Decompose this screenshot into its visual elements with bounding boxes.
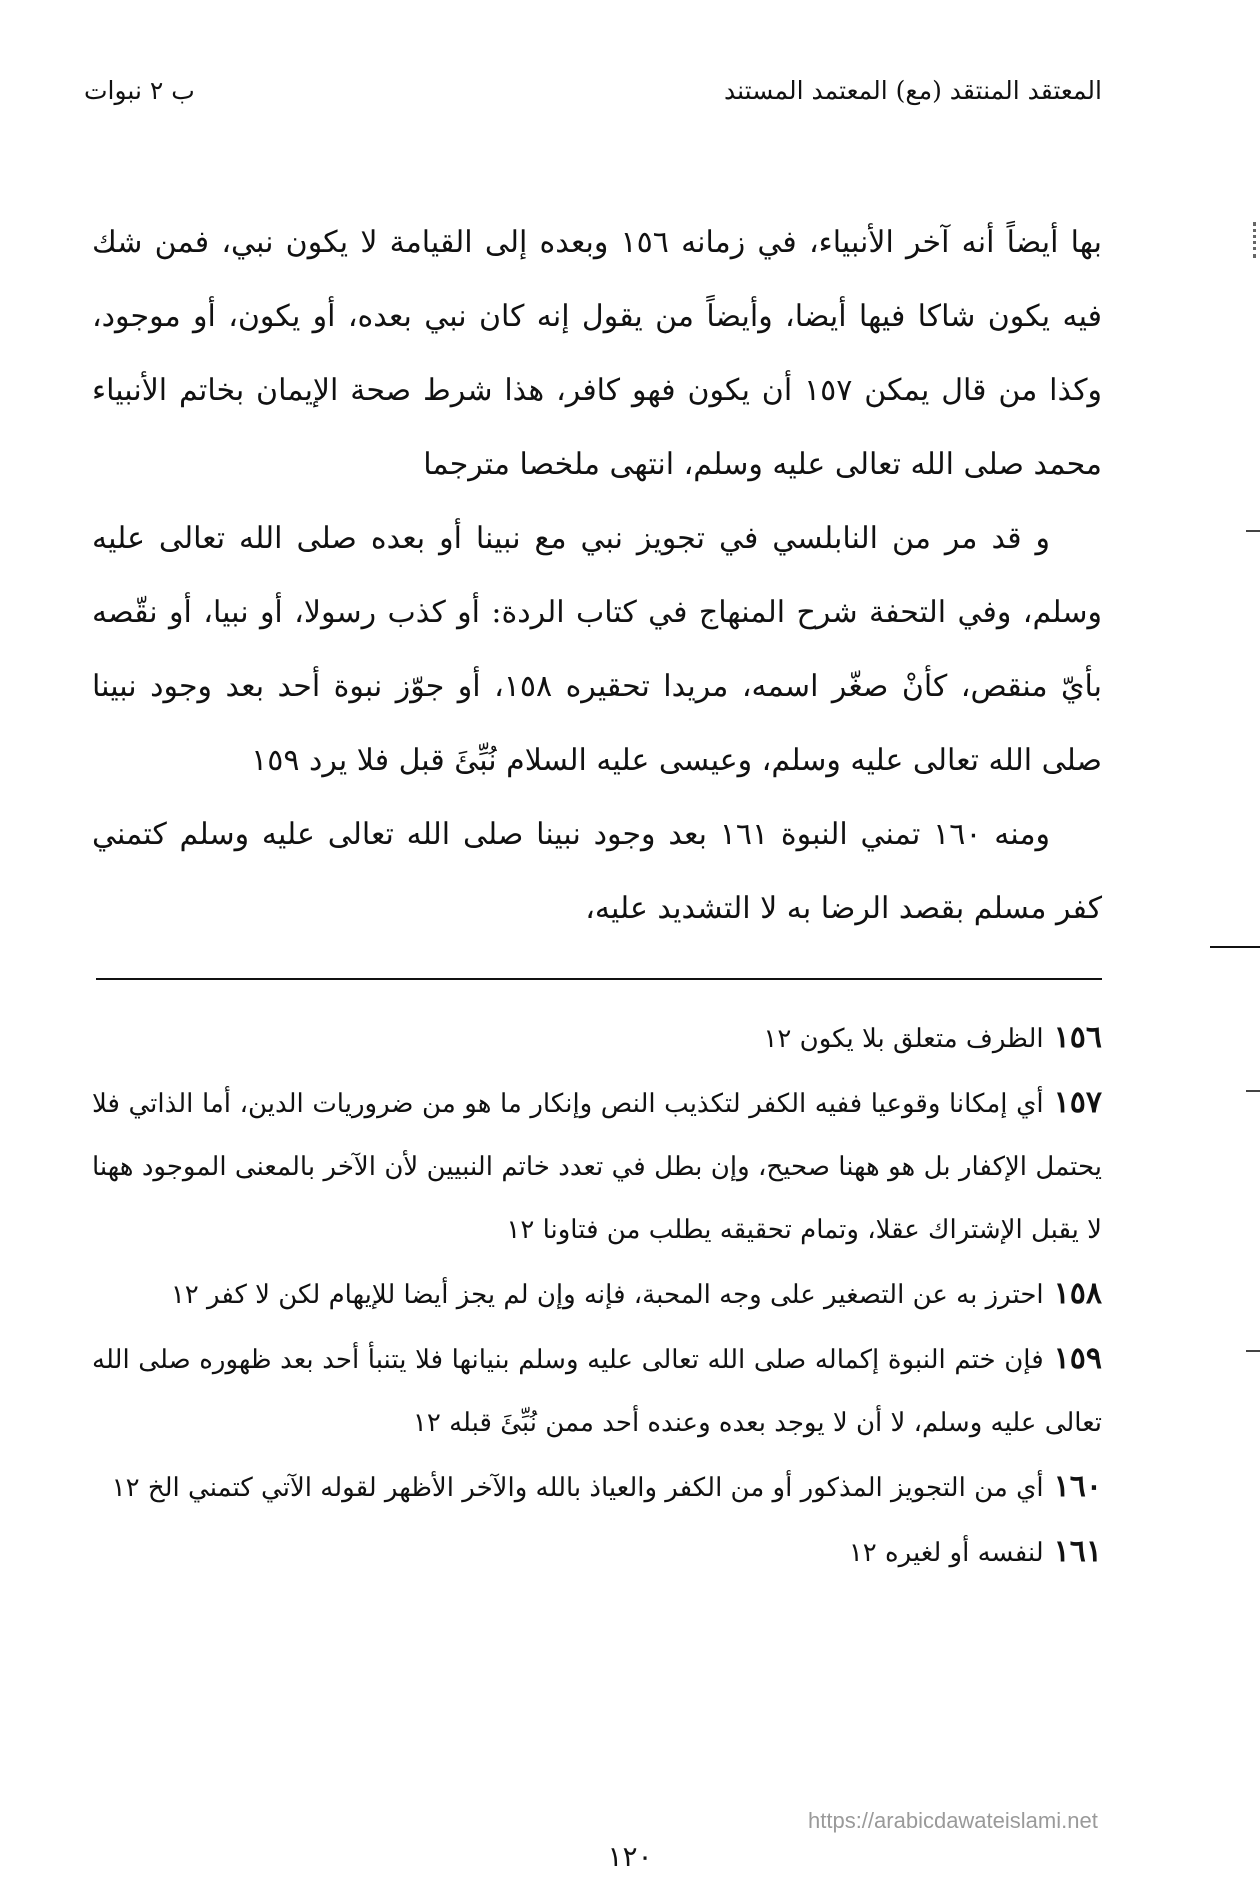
footnote-text: احترز به عن التصغير على وجه المحبة، فإنه وإن لم يجز أيضا للإيهام لكن لا كفر ١٢ [170, 1280, 1044, 1310]
margin-scan-line [1210, 946, 1260, 948]
running-header [84, 76, 1102, 120]
footnote-number: ١٦٠ [1053, 1469, 1102, 1504]
footnote [92, 1455, 1102, 1520]
paragraph: و قد مر من النابلسي في تجويز نبي مع نبينا أو بعده صلى الله تعالى عليه وسلم، وفي التحفة شرح المنهاج في كتاب الردة: أو كذب رسولا، أو نبيا، أو نقّصه بأيّ منقص، كأنْ صغّر اسمه، مريدا تحقيره ١٥٨، أو جوّز نبوة أحد بعد وجود نبينا صلى الله تعالى عليه وسلم، وعيسى عليه السلام نُبِّئَ قبل فلا يرد ١٥٩ [92, 521, 1102, 778]
footnote [92, 1327, 1102, 1455]
footnote-text: فإن ختم النبوة إكماله صلى الله تعالى عليه وسلم بنيانها فلا يتنبأ أحد بعد ظهوره صلى الله تعالى عليه وسلم، لا أن لا يوجد بعده وعنده أحد ممن نُبِّئَ قبله ١٢ [92, 1345, 1102, 1438]
footnote-divider [96, 978, 1102, 980]
margin-scan-mark [1246, 1090, 1260, 1092]
chapter-label: ب ٢ نبوات [84, 76, 195, 105]
margin-scan-mark [1246, 1350, 1260, 1352]
footnote-number: ١٦١ [1053, 1534, 1102, 1569]
paragraph: ومنه ١٦٠ تمني النبوة ١٦١ بعد وجود نبينا صلى الله تعالى عليه وسلم كتمني كفر مسلم بقصد الرضا به لا التشديد عليه، [92, 817, 1102, 926]
margin-scan-mark [1250, 222, 1256, 258]
footnote [92, 1262, 1102, 1327]
footnote [92, 1071, 1102, 1262]
footnote [92, 1006, 1102, 1071]
footnote-number: ١٥٨ [1053, 1276, 1102, 1311]
footnote-number: ١٥٧ [1053, 1085, 1102, 1120]
footnote-number: ١٥٩ [1053, 1341, 1102, 1376]
footnote-text: أي من التجويز المذكور أو من الكفر والعياذ بالله والآخر الأظهر لقوله الآتي كتمني الخ ١٢ [111, 1473, 1044, 1503]
footnotes [92, 1006, 1102, 1585]
footnote-number: ١٥٦ [1053, 1020, 1102, 1055]
main-text [92, 206, 1102, 946]
footnote-text: الظرف متعلق بلا يكون ١٢ [763, 1024, 1044, 1054]
watermark-url: https://arabicdawateislami.net [808, 1808, 1098, 1833]
margin-scan-mark [1246, 530, 1260, 532]
book-title: المعتقد المنتقد (مع) المعتمد المستند [724, 76, 1102, 105]
footnote-text: لنفسه أو لغيره ١٢ [848, 1538, 1044, 1568]
paragraph: بها أيضاً أنه آخر الأنبياء، في زمانه ١٥٦ وبعده إلى القيامة لا يكون نبي، فمن شك فيه يكون شاكا فيها أيضا، وأيضاً من يقول إنه كان نبي بعده، أو يكون، أو موجود، وكذا من قال يمكن ١٥٧ أن يكون فهو كافر، هذا شرط صحة الإيمان بخاتم الأنبياء محمد صلى الله تعالى عليه وسلم، انتهى ملخصا مترجما [92, 225, 1102, 482]
page-number: ١٢٠ [607, 1840, 653, 1873]
footnote-text: أي إمكانا وقوعيا ففيه الكفر لتكذيب النص وإنكار ما هو من ضروريات الدين، أما الذاتي فلا يحتمل الإكفار بل هو ههنا صحيح، وإن بطل في تعدد خاتم النبيين لأن الآخر بالمعنى الموجود ههنا لا يقبل الإشتراك عقلا، وتمام تحقيقه يطلب من فتاونا ١٢ [92, 1089, 1102, 1245]
footnote [92, 1520, 1102, 1585]
